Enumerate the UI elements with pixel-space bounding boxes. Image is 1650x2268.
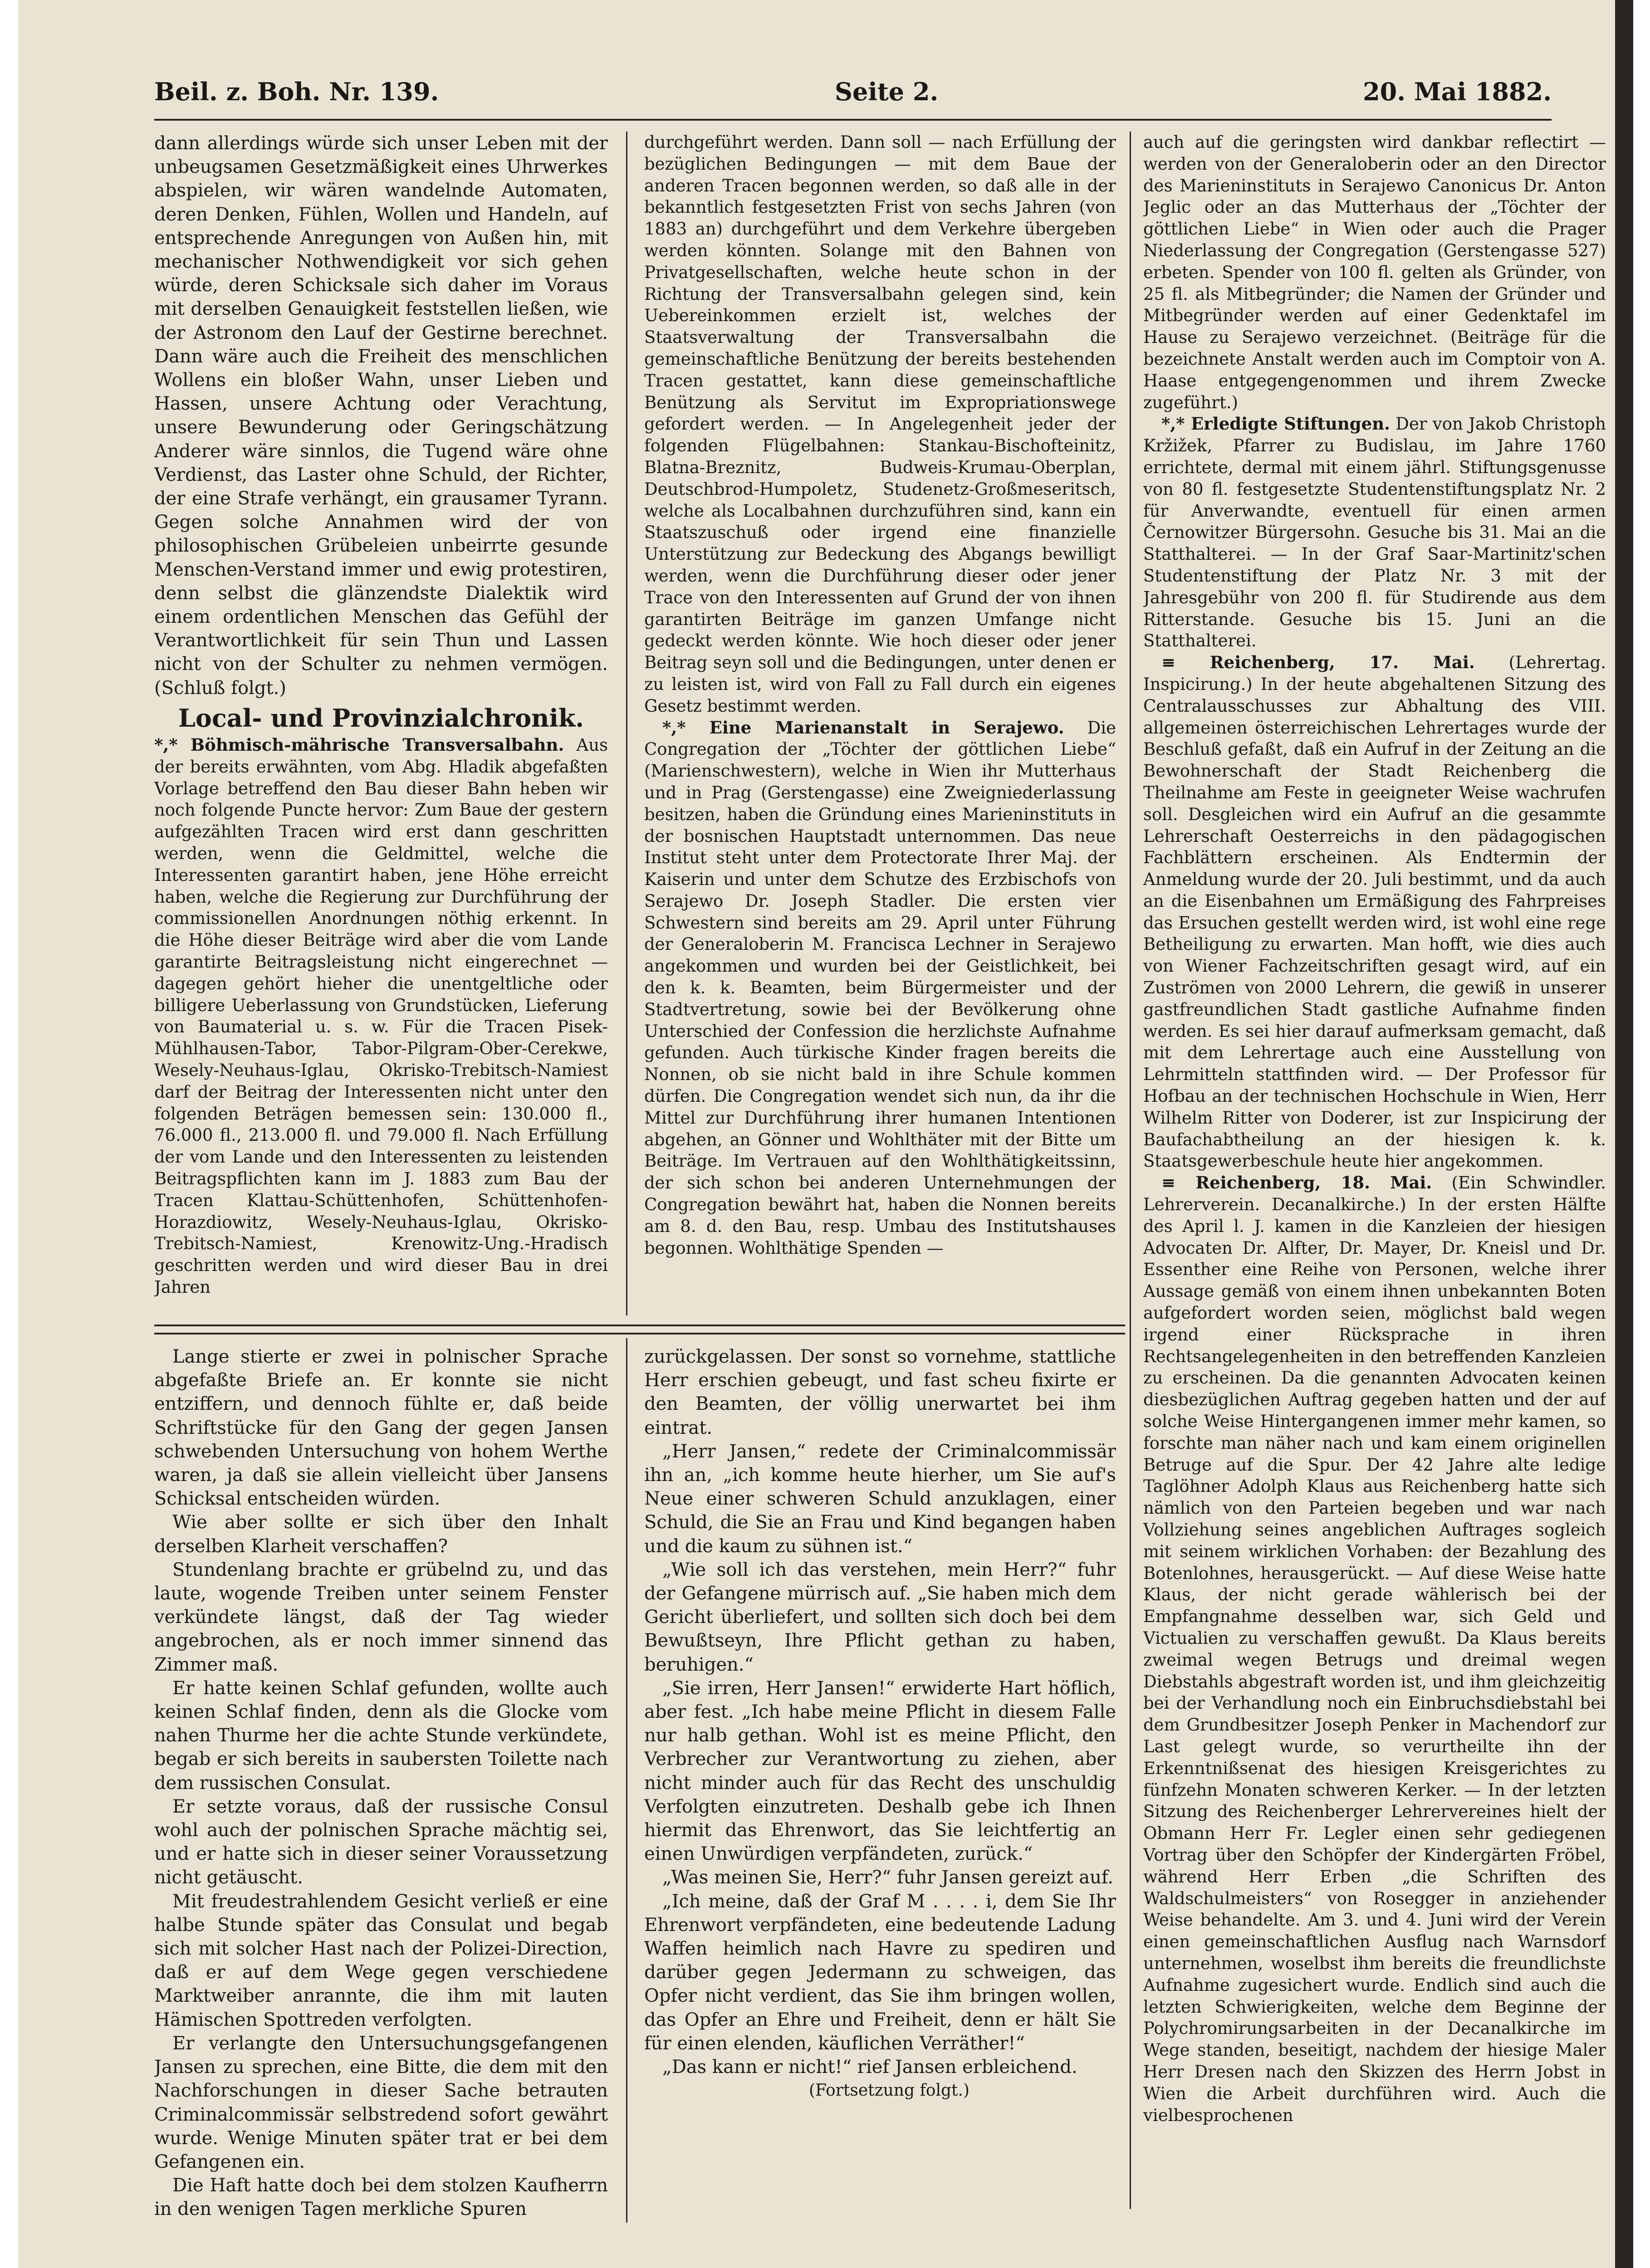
- column-1-upper: [154, 132, 608, 1320]
- feuilleton-column-2: [644, 1345, 1116, 2225]
- story-paragraph: zurückgelassen. Der sonst so vornehme, stattliche Herr erschien gebeugt, und fast scheu fixirte er den Beamten, der völlig unerwartet bei ihm eintrat.: [644, 1346, 1116, 1438]
- column-2-upper: [644, 132, 1116, 1320]
- feuilleton-divider: [154, 1325, 1125, 1334]
- article-heading: ≡ Reichenberg, 18. Mai.: [1161, 1173, 1432, 1193]
- story-paragraph: „Was meinen Sie, Herr?“ fuhr Jansen gereizt auf.: [662, 1867, 1113, 1888]
- story-paragraph: Mit freudestrahlendem Gesicht verließ er eine halbe Stunde später das Consulat und begab sich mit solcher Hast nach der Polizei-Direction, daß er auf dem Wege gegen verschiedene Marktweiber anrannte, die ihm mit lauten Hämischen Spottreden verfolgten.: [154, 1891, 608, 2030]
- issue-date: 20. Mai 1882.: [1363, 77, 1552, 106]
- story-paragraph: Lange stierte er zwei in polnischer Sprache abgefaßte Briefe an. Er konnte sie nicht entziffern, und dennoch fühlte er, daß beide Schriftstücke für den Gang der gegen Jansen schwebenden Untersuchung von hohem Werthe waren, ja daß sie allein vielleicht über Jansens Schicksal entscheiden würden.: [154, 1346, 608, 1510]
- article-heading: ≡ Reichenberg, 17. Mai.: [1161, 652, 1475, 673]
- article-text: (Ein Schwindler. Lehrerverein. Decanalkirche.) In der ersten Hälfte des April l. J. kamen in die Kanzleien der hiesigen Advocaten Dr. Alfter, Dr. Mayer, Dr. Kneisl und Dr. Essenther eine Reihe von Personen, welche ihrer Aussage gemäß von einem ihnen unbekannten Boten aufgefordert worden seien, möglichst bald wegen irgend einer Rücksprache in ihren Rechtsangelegenheiten in den betreffenden Kanzleien zu erscheinen. Da die genannten Advocaten keinen diesbezüglichen Auftrag gegeben hatten und der auf solche Weise Hintergangenen immer mehr kamen, so forschte man näher nach und kam einem originellen Betruge auf die Spur. Der 42 Jahre alte ledige Taglöhner Adolph Klaus aus Reichenberg hatte sich nämlich von den Parteien begeben und war nach Vollziehung seines angeblichen Auftrages sogleich mit seinem wirklichen Vorhaben: der Bezahlung des Botenlohnes, herausgerückt. — Auf diese Weise hatte Klaus, der nicht gerade wählerisch bei der Empfangnahme desselben war, sich Geld und Victualien zu verschaffen gewußt. Da Klaus bereits zweimal wegen Betrugs und dreimal wegen Diebstahls abgestraft worden ist, und ihm gleichzeitig bei der Verhandlung noch ein Einbruchsdiebstahl bei dem Grundbesitzer Joseph Penker in Machendorf zur Last gelegt wurde, so verurtheilte ihn der Erkenntnißsenat des hiesigen Kreisgerichtes zu fünfzehn Monaten schweren Kerker. — In der letzten Sitzung des Reichenberger Lehrervereines hielt der Obmann Herr Fr. Legler einen sehr gediegenen Vortrag über den Schöpfer der Kindergärten Fröbel, während Herr Erben „die Schriften des Waldschulmeisters“ von Rosegger in anziehender Weise behandelte. Am 3. und 4. Juni wird der Verein einen gemeinschaftlichen Ausflug nach Warnsdorf unternehmen, woselbst ihm bereits die freundlichste Aufnahme zugesichert wurde. Endlich sind auch die letzten Schwierigkeiten, welche dem Beginne der Polychromirungsarbeiten in der Decanalkirche im Wege standen, beseitigt, nachdem der hiesige Maler Herr Dresen nach den Skizzen des Herrn Jobst in Wien die Arbeit durchführen wird. Auch die vielbesprochenen: [1143, 1173, 1606, 2125]
- feuilleton-column-1: [154, 1345, 608, 2225]
- story-paragraph: „Ich meine, daß der Graf M . . . . i, dem Sie Ihr Ehrenwort verpfändeten, eine bedeutende Ladung Waffen heimlich nach Havre zu spediren und darüber gegen Jedermann zu schweigen, das Opfer nicht verdient, das Sie ihm bringen wollen, das Opfer an Ehre und Freiheit, denn er hält Sie für einen elenden, käuflichen Verräther!“: [644, 1891, 1116, 2054]
- article-text: Aus der bereits erwähnten, vom Abg. Hladik abgefaßten Vorlage betreffend den Bau dieser Bahn heben wir noch folgende Puncte hervor: Zum Baue der gestern aufgezählten Tracen wird erst dann geschritten werden, wenn die Geldmittel, welche die Interessenten garantirt haben, jene Höhe erreicht haben, welche die Regierung zur Durchführung der commissionellen Anordnungen nöthig erkennt. In die Höhe dieser Beiträge wird aber die vom Lande garantirte Beitragsleistung nicht eingerechnet — dagegen gehört hieher die unentgeltliche oder billigere Ueberlassung von Grundstücken, Lieferung von Baumaterial u. s. w. Für die Tracen Pisek-Mühlhausen-Tabor, Tabor-Pilgram-Ober-Cerekwe, Wesely-Neuhaus-Iglau, Okrisko-Trebitsch-Namiest darf der Beitrag der Interessenten nicht unter den folgenden Beträgen bemessen sein: 130.000 fl., 76.000 fl., 213.000 fl. und 79.000 fl. Nach Erfüllung der vom Lande und den Interessenten zu leistenden Beitragspflichten kann im J. 1883 zum Bau der Tracen Klattau-Schüttenhofen, Schüttenhofen-Horazdiowitz, Wesely-Neuhaus-Iglau, Okrisko-Trebitsch-Namiest, Krenowitz-Ung.-Hradisch geschritten werden und wird dieser Bau in drei Jahren: [154, 735, 608, 1297]
- story-paragraph: „Wie soll ich das verstehen, mein Herr?“ fuhr der Gefangene mürrisch auf. „Sie haben mich dem Gericht überliefert, und sollten sich doch bei dem Bewußtseyn, Ihre Pflicht gethan zu haben, beruhigen.“: [644, 1559, 1116, 1675]
- newspaper-page: [18, 0, 1633, 2268]
- story-paragraph: „Sie irren, Herr Jansen!“ erwiderte Hart höflich, aber fest. „Ich habe meine Pflicht in diesem Falle nur halb gethan. Wohl ist es meine Pflicht, den Verbrecher zur Verantwortung zu ziehen, aber nicht minder auch für das Recht des unschuldig Verfolgten einzutreten. Deshalb gebe ich Ihnen hiermit das Ehrenwort, das Sie leichtfertig an einen Unwürdigen verpfändeten, zurück.“: [644, 1677, 1116, 1865]
- reichenberg-17-article: [1143, 652, 1606, 1172]
- article-heading: *,* Erledigte Stiftungen.: [1161, 414, 1390, 434]
- essay-conclusion: dann allerdings würde sich unser Leben mit der unbeugsamen Gesetzmäßigkeit eines Uhrwerkes abspielen, wir wären wandelnde Automaten, deren Denken, Fühlen, Wollen und Handeln, auf entsprechende Anregungen von Außen hin, mit mechanischer Nothwendigkeit vor sich gehen würde, deren Schicksale sich daher im Voraus mit derselben Genauigkeit feststellen ließen, wie der Astronom den Lauf der Gestirne berechnet. Dann wäre auch die Freiheit des menschlichen Wollens ein bloßer Wahn, unser Lieben und Hassen, unsere Achtung oder Verachtung, unsere Bewunderung oder Geringschätzung Anderer wäre sinnlos, die Tugend wäre ohne Verdienst, das Laster ohne Schuld, der Richter, der eine Strafe verhängt, ein grausamer Tyrann. Gegen solche Annahmen wird der von philosophischen Grübeleien unbeirrte gesunde Menschen-Verstand immer und ewig protestiren, denn selbst die glänzendste Dialektik wird einem ordentlichen Menschen das Gefühl der Verantwortlichkeit für sein Thun und Lassen nicht von der Schulter zu nehmen vermögen. (Schluß folgt.): [154, 133, 608, 699]
- story-paragraph: Stundenlang brachte er grübelnd zu, und das laute, wogende Treiben unter seinem Fenster verkündete längst, daß der Tag wieder angebrochen, als er noch immer sinnend das Zimmer maß.: [154, 1559, 608, 1675]
- story-paragraph: Er hatte keinen Schlaf gefunden, wollte auch keinen Schlaf finden, denn als die Glocke vom nahen Thurme her die achte Stunde verkündete, begab er sich bereits in saubersten Toilette nach dem russischen Consulat.: [154, 1677, 608, 1794]
- article-heading: *,* Eine Marienanstalt in Serajewo.: [662, 717, 1064, 738]
- reichenberg-18-article: [1143, 1172, 1606, 2126]
- story-paragraph: „Herr Jansen,“ redete der Criminalcommissär ihn an, „ich komme heute hierher, um Sie auf's Neue einer schweren Schuld anzuklagen, einer Schuld, die Sie an Frau und Kind begangen haben und die kaum zu sühnen ist.“: [644, 1441, 1116, 1557]
- article-text: (Lehrertag. Inspicirung.) In der heute abgehaltenen Sitzung des Centralausschusses zur Abhaltung des VIII. allgemeinen österreichischen Lehrertages wurde der Beschluß gefaßt, daß ein Aufruf in der Zeitung an die Bewohnerschaft der Stadt Reichenberg die Theilnahme am Feste in geeigneter Weise wachrufen soll. Desgleichen wird ein Aufruf an die gesammte Lehrerschaft Oesterreichs in den pädagogischen Fachblättern erscheinen. Als Endtermin der Anmeldung wurde der 20. Juli bestimmt, und da auch an die Eisenbahnen um Ermäßigung des Fahrpreises das Ersuchen gestellt werden wird, ist wohl eine rege Betheiligung zu erwarten. Man hofft, wie dies auch von Wiener Fachzeitschriften gesagt wird, auf ein Zuströmen von 2000 Lehrern, die gewiß in unserer gastfreundlichen Stadt gastliche Aufnahme finden werden. Es sei hier darauf aufmerksam gemacht, daß mit dem Lehrertage auch eine Ausstellung von Lehrmitteln stattfinden wird. — Der Professor für Hofbau an der technischen Hochschule in Wien, Herr Wilhelm Ritter von Doderer, ist zur Inspicirung der Baufachabtheilung an der hiesigen k. k. Staatsgewerbeschule heute hier angekommen.: [1143, 653, 1606, 1171]
- supplement-label: Beil. z. Boh. Nr. 139.: [154, 77, 439, 106]
- stiftungen-article: [1143, 413, 1606, 652]
- story-paragraph: Er setzte voraus, daß der russische Consul wohl auch der polnischen Sprache mächtig sei, und er hatte sich in dieser seiner Voraussetzung nicht getäuscht.: [154, 1796, 608, 1888]
- column-rule: [1130, 132, 1131, 2209]
- story-paragraph: Wie aber sollte er sich über den Inhalt derselben Klarheit verschaffen?: [154, 1512, 608, 1557]
- story-paragraph: Er verlangte den Untersuchungsgefangenen Jansen zu sprechen, eine Bitte, die dem mit den Nachforschungen in dieser Sache betrauten Criminalcommissär selbstredend sofort gewährt wurde. Wenige Minuten später trat er bei dem Gefangenen ein.: [154, 2033, 608, 2172]
- article-text: Die Congregation der „Töchter der göttlichen Liebe“ (Marienschwestern), welche in Wien ihr Mutterhaus und in Prag (Gerstengasse) eine Zweigniederlassung besitzen, haben die Gründung eines Marieninstituts in der bosnischen Hauptstadt unternommen. Das neue Institut steht unter dem Protectorate Ihrer Maj. der Kaiserin und unter dem Schutze des Erzbischofs von Serajewo Dr. Joseph Stadler. Die ersten vier Schwestern sind bereits am 29. April unter Führung der Generaloberin M. Francisca Lechner in Serajewo angekommen und wurden bei der Geistlichkeit, bei den k. k. Beamten, beim Bürgermeister und der Stadtvertretung, sowie bei der Bevölkerung ohne Unterschied der Confession die herzlichste Aufnahme gefunden. Auch türkische Kinder fragen bereits die Nonnen, ob sie nicht bald in ihre Schule kommen dürfen. Die Congregation wendet sich nun, da ihr die Mittel zur Durchführung ihrer humanen Intentionen abgehen, an Gönner und Wohlthäter mit der Bitte um Beiträge. Im Vertrauen auf den Wohlthätigkeitssinn, der sich schon bei anderen Unternehmungen der Congregation bewährt hat, haben die Nonnen bereits am 8. d. den Bau, resp. Umbau des Institutshauses begonnen. Wohlthätige Spenden —: [644, 718, 1116, 1258]
- article-text: Der von Jakob Christoph Kržižek, Pfarrer zu Budislau, im Jahre 1760 errichtete, dermal mit einem jährl. Stiftungsgenusse von 80 fl. festgesetzte Studentenstiftungsplatz Nr. 2 für Anverwandte, eventuell für einen armen Černowitzer Bürgersohn. Gesuche bis 31. Mai an die Statthalterei. — In der Graf Saar-Martinitz'schen Studentenstiftung der Platz Nr. 3 mit der Jahresgebühr von 200 fl. für Studirende aus dem Ritterstande. Gesuche bis 15. Juni an die Statthalterei.: [1143, 414, 1606, 651]
- page-number: Seite 2.: [835, 77, 939, 106]
- page-sheet: [18, 0, 1633, 2268]
- to-be-continued: (Fortsetzung folgt.): [809, 2081, 969, 2100]
- marienanstalt-continued: auch auf die geringsten wird dankbar reflectirt — werden von der Generaloberin oder an den Director des Marieninstituts in Serajewo Canonicus Dr. Anton Jeglic oder an das Mutterhaus der „Töchter der göttlichen Liebe“ in Wien oder auch die Prager Niederlassung der Congregation (Gerstengasse 527) erbeten. Spender von 100 fl. gelten als Gründer, von 25 fl. als Mitbegründer; die Namen der Gründer und Mitbegründer werden auf einer Gedenktafel im Hause zu Serajewo verzeichnet. (Beiträge für die bezeichnete Anstalt werden auch im Comptoir von A. Haase entgegengenommen und ihrem Zwecke zugeführt.): [1143, 132, 1606, 412]
- story-paragraph: „Das kann er nicht!“ rief Jansen erbleichend.: [662, 2057, 1077, 2078]
- column-3: [1143, 132, 1606, 2218]
- transversal-rail-continued: durchgeführt werden. Dann soll — nach Erfüllung der bezüglichen Bedingungen — mit dem Baue der anderen Tracen begonnen werden, so daß alle in der bekanntlich festgesetzten Frist von sechs Jahren (von 1883 an) durchgeführt und dem Verkehre übergeben werden könnten. Solange mit den Bahnen von Privatgesellschaften, welche heute schon in der Richtung der Transversalbahn gelegen sind, kein Uebereinkommen erzielt ist, welches der Staatsverwaltung der Transversalbahn die gemeinschaftliche Benützung der bereits bestehenden Tracen gestattet, kann diese gemeinschaftliche Benützung als Servitut im Expropriationswege gefordert werden. — In Angelegenheit jeder der folgenden Flügelbahnen: Stankau-Bischofteinitz, Blatna-Breznitz, Budweis-Krumau-Oberplan, Deutschbrod-Humpoletz, Studenetz-Großmeseritsch, welche als Localbahnen durchzuführen sind, kann ein Staatszuschuß oder irgend eine finanzielle Unterstützung zur Bedeckung des Abgangs bewilligt werden, wenn die Durchführung dieser oder jener Trace von den Interessenten auf Grund der von ihnen garantirten Beiträge im ganzen Umfange nicht gedeckt werden könnte. Wie hoch dieser oder jener Beitrag seyn soll und die Bedingungen, unter denen er zu leisten ist, wird von Fall zu Fall durch ein eigenes Gesetz bestimmt werden.: [644, 132, 1116, 716]
- column-rule: [626, 1338, 627, 2223]
- transversal-rail-article: [154, 734, 608, 1298]
- header-rule: [154, 119, 1552, 121]
- column-rule: [626, 132, 627, 1315]
- marienanstalt-article: [644, 717, 1116, 1259]
- section-title: Local- und Provinzialchronik.: [178, 703, 584, 733]
- article-heading: *,* Böhmisch-mährische Transversalbahn.: [154, 735, 564, 755]
- page-header: [154, 73, 1552, 113]
- story-paragraph: Die Haft hatte doch bei dem stolzen Kaufherrn in den wenigen Tagen merkliche Spuren: [154, 2175, 608, 2220]
